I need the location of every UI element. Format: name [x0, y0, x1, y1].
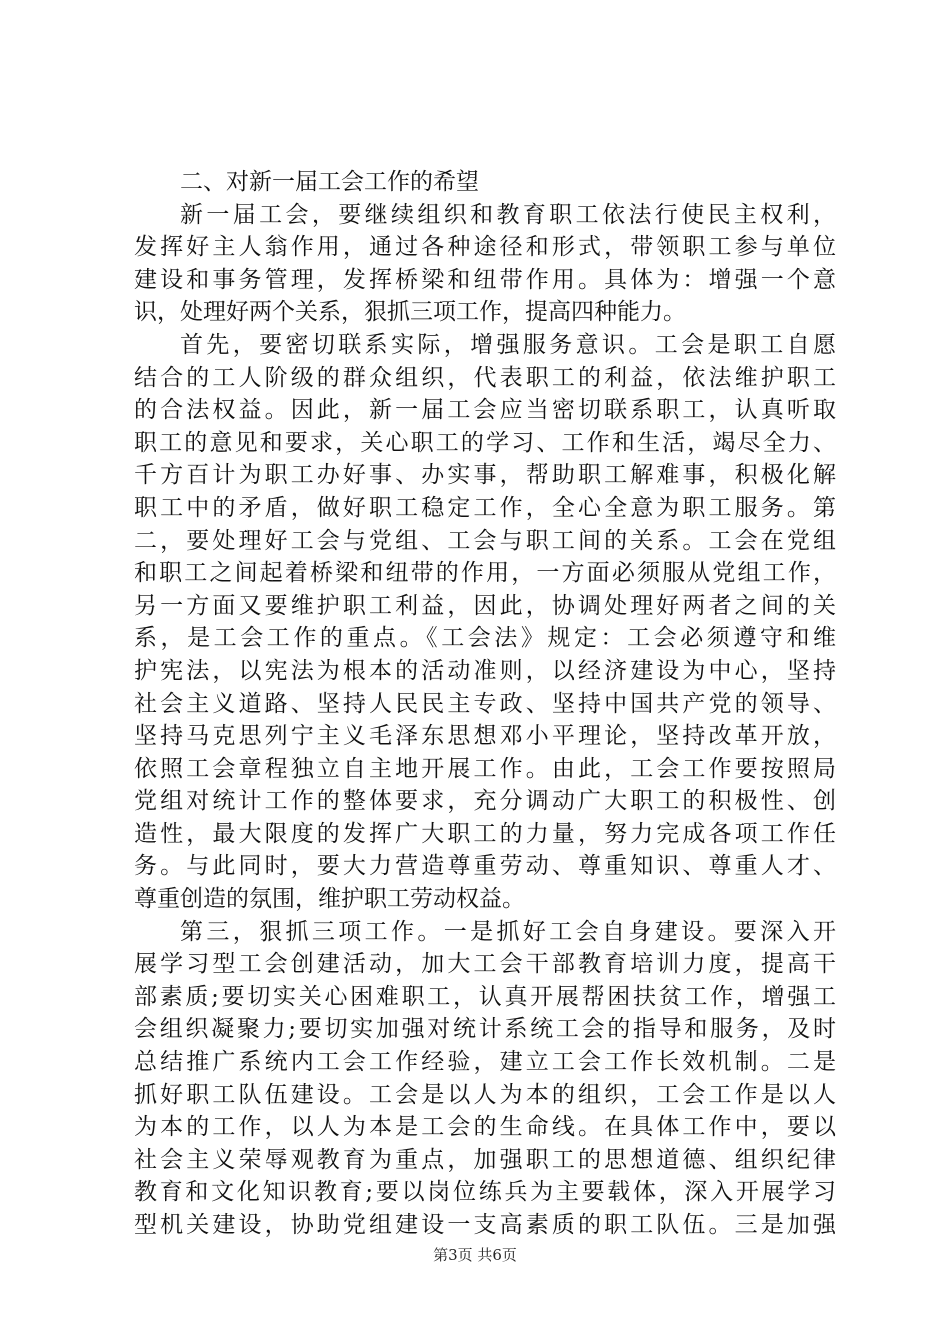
text-line: 新一届工会，要继续组织和教育职工依法行使民主权利，: [180, 201, 836, 228]
text-line: 发挥好主人翁作用，通过各种途径和形式，带领职工参与单位: [134, 234, 836, 261]
text-line: 会组织凝聚力;要切实加强对统计系统工会的指导和服务，及时: [134, 1016, 836, 1043]
text-line: 千方百计为职工办好事、办实事，帮助职工解难事，积极化解: [134, 462, 836, 489]
text-line: 二、对新一届工会工作的希望: [180, 169, 479, 195]
text-line: 第三，狠抓三项工作。一是抓好工会自身建设。要深入开: [180, 918, 836, 945]
text-line: 的合法权益。因此，新一届工会应当密切联系职工，认真听取: [134, 397, 836, 424]
text-line: 和职工之间起着桥梁和纽带的作用，一方面必须服从党组工作，: [134, 560, 836, 587]
text-line: 为本的工作，以人为本是工会的生命线。在具体工作中，要以: [134, 1114, 836, 1141]
text-line: 尊重创造的氛围，维护职工劳动权益。: [134, 886, 525, 913]
page-number-footer: 第3页 共6页: [433, 1246, 517, 1264]
text-line: 总结推广系统内工会工作经验，建立工会工作长效机制。二是: [134, 1049, 836, 1076]
text-line: 系，是工会工作的重点。《工会法》规定：工会必须遵守和维: [134, 625, 836, 652]
text-line: 坚持马克思列宁主义毛泽东思想邓小平理论，坚持改革开放，: [134, 723, 836, 750]
text-line: 社会主义荣辱观教育为重点，加强职工的思想道德、组织纪律: [134, 1146, 836, 1173]
text-line: 首先，要密切联系实际，增强服务意识。工会是职工自愿: [180, 331, 836, 358]
text-line: 识，处理好两个关系，狠抓三项工作，提高四种能力。: [134, 299, 686, 326]
text-line: 护宪法，以宪法为根本的活动准则，以经济建设为中心，坚持: [134, 657, 836, 684]
text-line: 二，要处理好工会与党组、工会与职工间的关系。工会在党组: [134, 527, 836, 554]
text-line: 造性，最大限度的发挥广大职工的力量，努力完成各项工作任: [134, 820, 836, 847]
text-line: 依照工会章程独立自主地开展工作。由此，工会工作要按照局: [134, 755, 836, 782]
text-line: 教育和文化知识教育;要以岗位练兵为主要载体，深入开展学习: [134, 1179, 836, 1206]
text-line: 另一方面又要维护职工利益，因此，协调处理好两者之间的关: [134, 592, 836, 619]
text-line: 展学习型工会创建活动，加大工会干部教育培训力度，提高干: [134, 951, 836, 978]
text-line: 社会主义道路、坚持人民民主专政、坚持中国共产党的领导、: [134, 690, 836, 717]
text-line: 党组对统计工作的整体要求，充分调动广大职工的积极性、创: [134, 788, 836, 815]
document-body: [134, 166, 836, 1242]
text-line: 建设和事务管理，发挥桥梁和纽带作用。具体为：增强一个意: [134, 266, 836, 293]
text-line: 结合的工人阶级的群众组织，代表职工的利益，依法维护职工: [134, 364, 836, 391]
text-line: 部素质;要切实关心困难职工，认真开展帮困扶贫工作，增强工: [134, 983, 836, 1010]
text-line: 型机关建设，协助党组建设一支高素质的职工队伍。三是加强: [134, 1212, 836, 1238]
text-line: 职工中的矛盾，做好职工稳定工作，全心全意为职工服务。第: [134, 494, 836, 521]
text-line: 职工的意见和要求，关心职工的学习、工作和生活，竭尽全力、: [134, 429, 836, 456]
text-line: 抓好职工队伍建设。工会是以人为本的组织，工会工作是以人: [134, 1081, 836, 1108]
text-line: 务。与此同时，要大力营造尊重劳动、尊重知识、尊重人才、: [134, 853, 836, 880]
